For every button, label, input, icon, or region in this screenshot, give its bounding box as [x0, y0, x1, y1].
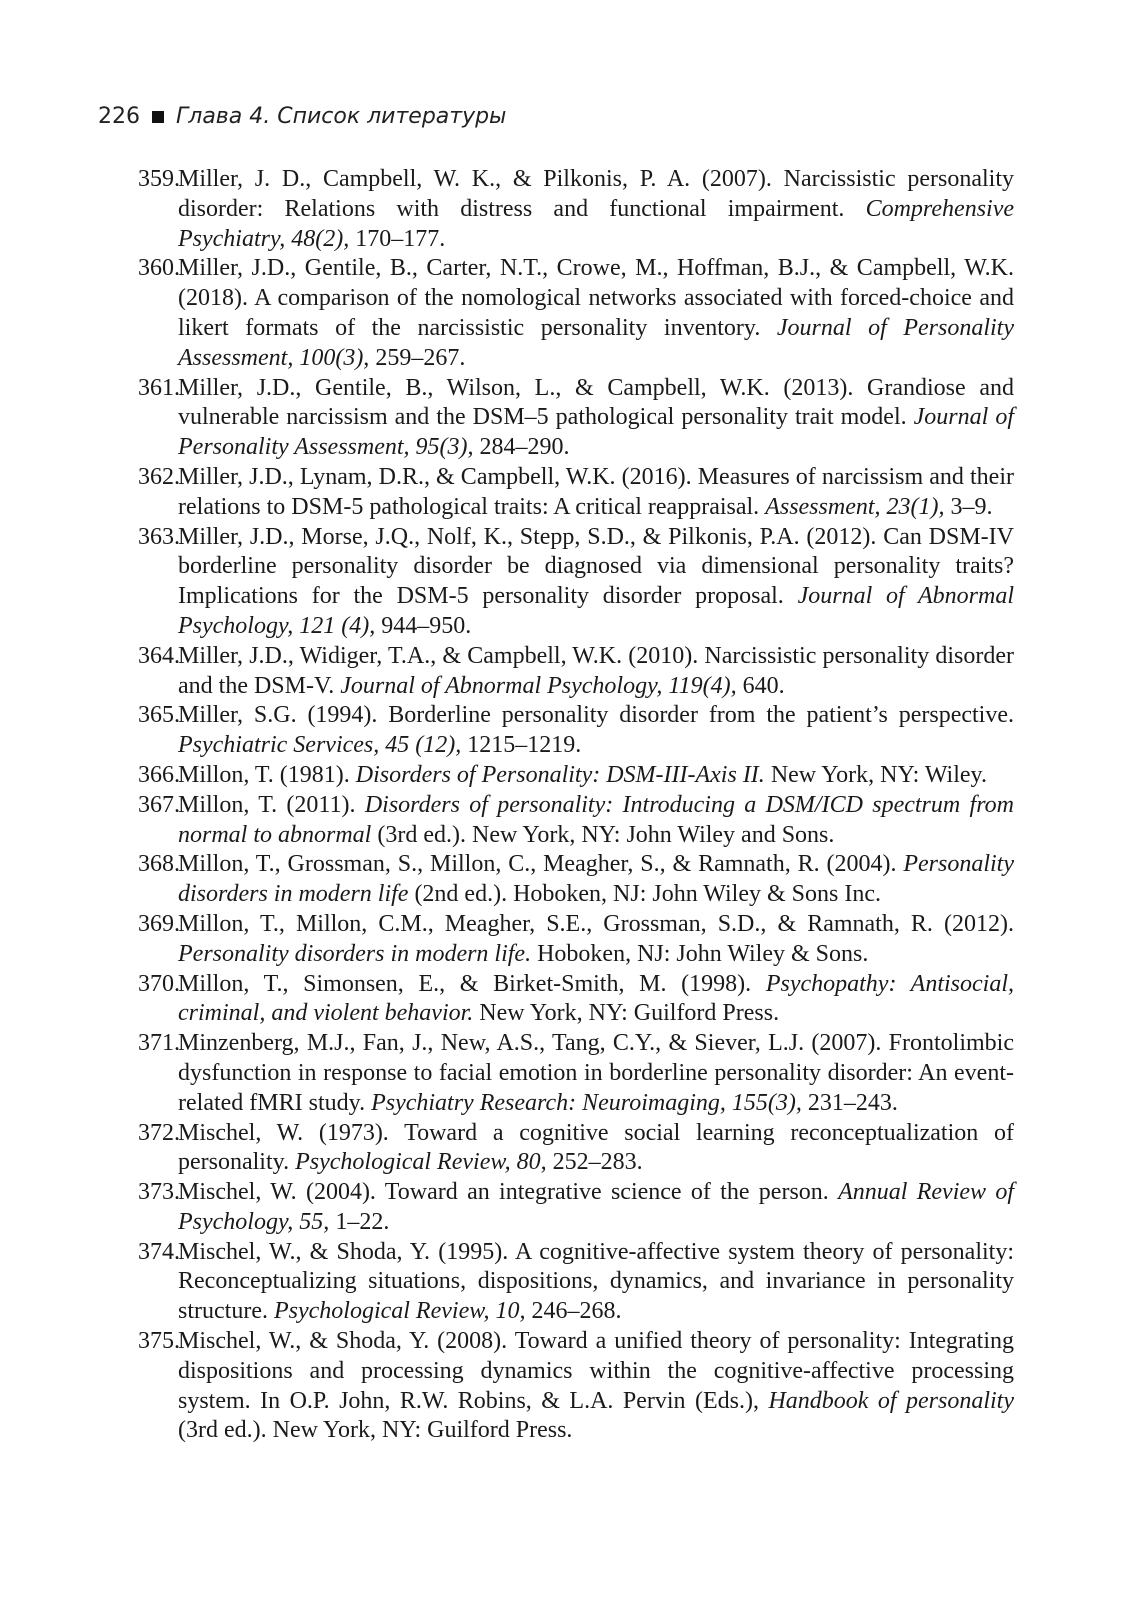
reference-text	[178, 523, 1014, 642]
reference-authors-title: Millon, T., Simonsen, E., & Birket-Smith, M. (1998).	[178, 970, 766, 997]
reference-text	[178, 463, 1014, 523]
reference-source-italic: Psychological Review, 10,	[273, 1298, 526, 1325]
reference-source-italic: Journal of Abnormal Psychology, 119(4),	[340, 672, 737, 699]
reference-number: 365.	[138, 702, 180, 729]
reference-entry	[138, 165, 1014, 254]
reference-authors-title: Millon, T., Grossman, S., Millon, C., Meagher, S., & Ramnath, R. (2004).	[178, 851, 904, 878]
reference-pages: 284–290.	[473, 434, 570, 461]
reference-number: 367.	[138, 791, 180, 818]
reference-number: 372.	[138, 1119, 180, 1146]
reference-authors-title: Mischel, W., & Shoda, Y. (2008). Toward a unified theory of personality: Integrating dispositions and processing dynamics within the cognitive-affective processing system. In O.P. John, R.W. Robins, & L.A. Pervin (Eds.),	[178, 1328, 1014, 1414]
reference-source-italic: Journal of Abnormal Psychology, 121 (4),	[178, 583, 1014, 639]
reference-pages: 231–243.	[801, 1089, 898, 1116]
reference-text	[178, 701, 1014, 761]
reference-pages: 259–267.	[369, 344, 466, 371]
reference-text	[178, 165, 1014, 254]
reference-text	[178, 254, 1014, 373]
reference-authors-title: Mischel, W. (2004). Toward an integrative science of the person.	[178, 1179, 839, 1206]
reference-entry	[138, 254, 1014, 373]
reference-source-italic: Assessment, 23(1),	[765, 493, 945, 520]
reference-pages: (3rd ed.). New York, NY: John Wiley and Sons.	[371, 821, 835, 848]
reference-source-italic: Journal of Personality Assessment, 95(3),	[178, 404, 1014, 461]
reference-pages: 252–283.	[546, 1149, 643, 1176]
reference-source-italic: Comprehensive Psychiatry, 48(2),	[178, 195, 1014, 252]
reference-pages: 1215–1219.	[461, 732, 582, 759]
page-number: 226	[98, 104, 140, 129]
reference-pages: 944–950.	[375, 612, 472, 639]
reference-number: 362.	[138, 463, 180, 490]
reference-entry	[138, 1119, 1014, 1179]
reference-entry	[138, 1178, 1014, 1238]
reference-text	[178, 642, 1014, 702]
reference-entry	[138, 761, 1014, 791]
reference-text	[178, 1327, 1014, 1446]
reference-text	[178, 791, 1014, 851]
reference-source-italic: Journal of Personality Assessment, 100(3),	[178, 314, 1014, 371]
reference-source-italic: Handbook of personality	[768, 1387, 1015, 1414]
reference-pages: 246–268.	[525, 1298, 622, 1325]
reference-authors-title: Miller, J.D., Morse, J.Q., Nolf, K., Stepp, S.D., & Pilkonis, P.A. (2012). Can DSM-IV borderline personality disorder be diagnosed via dimensional personality traits? Implications for the DSM-5 personality disorder proposal.	[178, 523, 1014, 610]
reference-entry	[138, 701, 1014, 761]
reference-authors-title: Miller, J.D., Gentile, B., Wilson, L., & Campbell, W.K. (2013). Grandiose and vulnerable narcissism and the DSM–5 pathological personality trait model.	[178, 374, 1014, 431]
reference-pages: New York, NY: Wiley.	[764, 761, 987, 788]
reference-text	[178, 1119, 1014, 1179]
reference-source-italic: Psychiatry Research: Neuroimaging, 155(3),	[371, 1089, 802, 1116]
reference-entry	[138, 642, 1014, 702]
reference-text	[178, 910, 1014, 970]
reference-entry	[138, 970, 1014, 1030]
reference-pages: (2nd ed.). Hoboken, NJ: John Wiley & Sons Inc.	[408, 881, 881, 908]
reference-pages: New York, NY: Guilford Press.	[473, 1000, 780, 1027]
reference-entry	[138, 850, 1014, 910]
reference-text	[178, 1178, 1014, 1238]
reference-text	[178, 1238, 1014, 1327]
reference-number: 370.	[138, 970, 180, 997]
reference-text	[178, 850, 1014, 910]
reference-source-italic: Psychological Review, 80,	[295, 1149, 547, 1176]
reference-number: 366.	[138, 761, 180, 788]
reference-entry	[138, 523, 1014, 642]
reference-number: 373.	[138, 1179, 180, 1206]
reference-number: 368.	[138, 851, 180, 878]
reference-authors-title: Mischel, W. (1973). Toward a cognitive social learning reconceptualization of personality.	[178, 1119, 1014, 1176]
reference-pages: (3rd ed.). New York, NY: Guilford Press.	[178, 1417, 573, 1444]
reference-pages: 170–177.	[349, 225, 446, 252]
reference-pages: Hoboken, NJ: John Wiley & Sons.	[531, 940, 869, 967]
reference-text	[178, 970, 1014, 1030]
reference-authors-title: Millon, T., Millon, C.M., Meagher, S.E., Grossman, S.D., & Ramnath, R. (2012).	[178, 910, 1014, 937]
reference-source-italic: Annual Review of Psychology, 55,	[178, 1179, 1014, 1235]
square-bullet-icon	[152, 111, 164, 123]
reference-text	[178, 761, 1014, 791]
reference-entry	[138, 374, 1014, 463]
reference-source-italic: Psychiatric Services, 45 (12),	[178, 732, 462, 759]
chapter-title: Глава 4. Список литературы	[176, 104, 507, 129]
reference-entry	[138, 1238, 1014, 1327]
reference-authors-title: Minzenberg, M.J., Fan, J., New, A.S., Tang, C.Y., & Siever, L.J. (2007). Frontolimbic dysfunction in response to facial emotion in borderline personality disorder: An event-related fMRI study.	[178, 1030, 1014, 1116]
reference-list	[138, 165, 1014, 1446]
reference-source-italic: Disorders of Personality: DSM-III-Axis II.	[355, 761, 765, 788]
reference-pages: 3–9.	[944, 493, 993, 520]
reference-source-italic: Personality disorders in modern life.	[178, 940, 532, 967]
reference-number: 361.	[138, 374, 180, 401]
reference-source-italic: Disorders of personality: Introducing a DSM/ICD spectrum from normal to abnormal	[178, 791, 1014, 848]
reference-authors-title: Miller, S.G. (1994). Borderline personality disorder from the patient’s perspective.	[178, 702, 1014, 729]
reference-number: 359.	[138, 166, 180, 192]
reference-text	[178, 374, 1014, 463]
reference-authors-title: Millon, T. (1981).	[178, 761, 356, 788]
reference-authors-title: Mischel, W., & Shoda, Y. (1995). A cognitive-affective system theory of personality: Reconceptualizing situations, dispositions, dynamics, and invariance in personality structure.	[178, 1238, 1014, 1325]
reference-number: 375.	[138, 1328, 180, 1355]
reference-authors-title: Miller, J.D., Lynam, D.R., & Campbell, W.K. (2016). Measures of narcissism and their relations to DSM-5 pathological traits: A critical reappraisal.	[178, 463, 1014, 520]
reference-number: 364.	[138, 642, 180, 669]
reference-entry	[138, 791, 1014, 851]
reference-authors-title: Miller, J.D., Gentile, B., Carter, N.T., Crowe, M., Hoffman, B.J., & Campbell, W.K. (2018). A comparison of the nomological networks associated with forced-choice and likert formats of the narcissistic personality inventory.	[178, 255, 1014, 341]
reference-authors-title: Miller, J. D., Campbell, W. K., & Pilkonis, P. A. (2007). Narcissistic personality disorder: Relations with distress and functional impairment.	[178, 166, 1014, 222]
reference-authors-title: Millon, T. (2011).	[178, 791, 365, 818]
reference-number: 360.	[138, 255, 180, 282]
reference-number: 369.	[138, 910, 180, 937]
reference-text	[178, 1029, 1014, 1118]
reference-entry	[138, 1029, 1014, 1118]
reference-entry	[138, 463, 1014, 523]
running-header	[98, 104, 506, 129]
reference-number: 374.	[138, 1238, 180, 1265]
reference-entry	[138, 1327, 1014, 1446]
reference-source-italic: Psychopathy: Antisocial, criminal, and violent behavior.	[178, 970, 1014, 1027]
reference-authors-title: Miller, J.D., Widiger, T.A., & Campbell, W.K. (2010). Narcissistic personality disorder and the DSM-V.	[178, 642, 1014, 699]
reference-number: 371.	[138, 1030, 180, 1057]
reference-entry	[138, 910, 1014, 970]
reference-pages: 640.	[736, 672, 785, 699]
reference-pages: 1–22.	[329, 1208, 390, 1235]
reference-source-italic: Personality disorders in modern life	[178, 851, 1014, 908]
reference-number: 363.	[138, 523, 180, 550]
